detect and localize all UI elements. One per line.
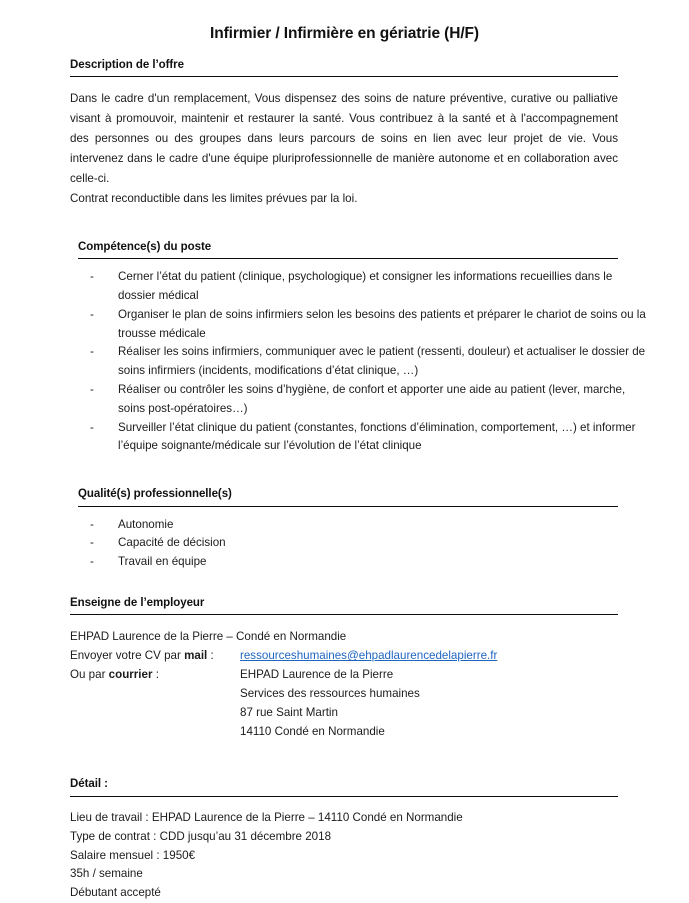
employer-mail-label-suffix: :	[207, 649, 214, 663]
list-marker: -	[90, 536, 94, 550]
employer-mail-line	[70, 646, 619, 665]
employer-address-row-4	[70, 722, 619, 741]
section-rule-competences	[78, 258, 618, 259]
list-item-text: Réaliser ou contrôler les soins d’hygiène, de confort et apporter une aide au patient (lever, marche, soins post-opératoires…)	[118, 382, 626, 415]
spacer-after-competences	[0, 456, 689, 473]
list-item	[90, 268, 649, 306]
page-title: Infirmier / Infirmière en gériatrie (H/F)	[210, 25, 479, 42]
employer-contact-block	[70, 615, 619, 741]
employer-mail-label-bold: mail	[184, 649, 208, 663]
list-marker: -	[90, 382, 94, 396]
detail-line-contrat: Type de contrat : CDD jusqu’au 31 décembre 2018	[70, 829, 332, 843]
employer-name-line: EHPAD Laurence de la Pierre – Condé en Normandie	[70, 630, 347, 644]
section-heading-qualites	[78, 473, 618, 507]
spacer-after-employeur	[0, 741, 689, 763]
employer-email-link[interactable]: ressourceshumaines@ehpadlaurencedelapierre.fr	[240, 649, 498, 663]
section-heading-detail-label: Détail :	[70, 778, 108, 791]
employer-courrier-label	[70, 665, 240, 684]
employer-courrier-label-suffix: :	[152, 668, 159, 682]
list-item-text: Réaliser les soins infirmiers, communiquer avec le patient (ressenti, douleur) et actualiser le dossier de soins infirmiers (incidents, modifications d’état clinique, …)	[118, 345, 646, 378]
list-marker: -	[90, 307, 94, 321]
section-heading-description	[70, 44, 618, 78]
detail-line-horaires: 35h / semaine	[70, 867, 143, 881]
list-item-text: Surveiller l’état clinique du patient (constantes, fonctions d’élimination, comportement, …) et informer l’équipe soignante/médicale sur l’évolution de l’état clinique	[118, 420, 636, 453]
description-paragraph-last-line: Contrat reconductible dans les limites prévues par la loi.	[70, 191, 358, 205]
detail-line-lieu: Lieu de travail : EHPAD Laurence de la Pierre – 14110 Condé en Normandie	[70, 810, 463, 824]
description-paragraph-text: Dans le cadre d'un remplacement, Vous dispensez des soins de nature préventive, curative ou palliative visant à promouvoir, maintenir et restaurer la santé. Vous contribuez à la santé et à l'accompagnement des personnes ou des groupes dans leurs parcours de soins en lien avec leur projet de vie. Vous intervenez dans le cadre d'une équipe pluriprofessionnelle de manière autonome et en collaboration avec celle-ci.	[70, 92, 618, 185]
section-heading-competences	[78, 226, 618, 260]
list-item	[90, 419, 649, 457]
employer-address-row-2	[70, 684, 619, 703]
employer-mail-label	[70, 646, 240, 665]
section-heading-description-label: Description de l’offre	[70, 58, 184, 71]
list-item-text: Capacité de décision	[118, 536, 226, 550]
spacer-after-description	[0, 209, 689, 226]
employer-address-line-2: Services des ressources humaines	[240, 687, 420, 701]
section-heading-employeur	[70, 582, 618, 616]
list-item-text: Autonomie	[118, 517, 174, 531]
employer-courrier-label-prefix: Ou par	[70, 668, 109, 682]
section-heading-employeur-label: Enseigne de l’employeur	[70, 596, 205, 609]
list-item	[90, 516, 649, 535]
section-rule-qualites	[78, 506, 618, 507]
list-item-text: Travail en équipe	[118, 555, 207, 569]
detail-block	[70, 797, 619, 903]
detail-line-experience: Débutant accepté	[70, 886, 161, 900]
employer-mail-label-prefix: Envoyer votre CV par	[70, 649, 185, 663]
list-marker: -	[90, 420, 94, 434]
list-marker: -	[90, 517, 94, 531]
employer-address-line-4: 14110 Condé en Normandie	[240, 725, 385, 739]
list-marker: -	[90, 270, 94, 284]
list-marker: -	[90, 555, 94, 569]
list-item	[90, 306, 649, 344]
list-item-text: Organiser le plan de soins infirmiers selon les besoins des patients et préparer le chariot de soins ou la trousse médicale	[118, 307, 646, 340]
employer-address-row-3	[70, 703, 619, 722]
qualites-list	[90, 516, 649, 572]
spacer-after-qualites	[0, 572, 689, 582]
list-marker: -	[90, 345, 94, 359]
detail-line-salaire: Salaire mensuel : 1950€	[70, 848, 196, 862]
employer-address-line-1: EHPAD Laurence de la Pierre	[240, 668, 394, 682]
list-item	[90, 343, 649, 381]
list-item	[90, 553, 649, 572]
section-heading-competences-label: Compétence(s) du poste	[78, 240, 212, 253]
list-item-text: Cerner l’état du patient (clinique, psychologique) et consigner les informations recueillies dans le dossier médical	[118, 270, 613, 303]
employer-courrier-label-bold: courrier	[108, 668, 153, 682]
employer-courrier-line	[70, 665, 619, 684]
competences-list	[90, 268, 649, 456]
section-heading-qualites-label: Qualité(s) professionnelle(s)	[78, 488, 232, 501]
list-item	[90, 381, 649, 419]
section-heading-detail	[70, 763, 618, 797]
description-paragraph	[70, 77, 618, 209]
employer-address-line-3: 87 rue Saint Martin	[240, 706, 338, 720]
list-item	[90, 534, 649, 553]
